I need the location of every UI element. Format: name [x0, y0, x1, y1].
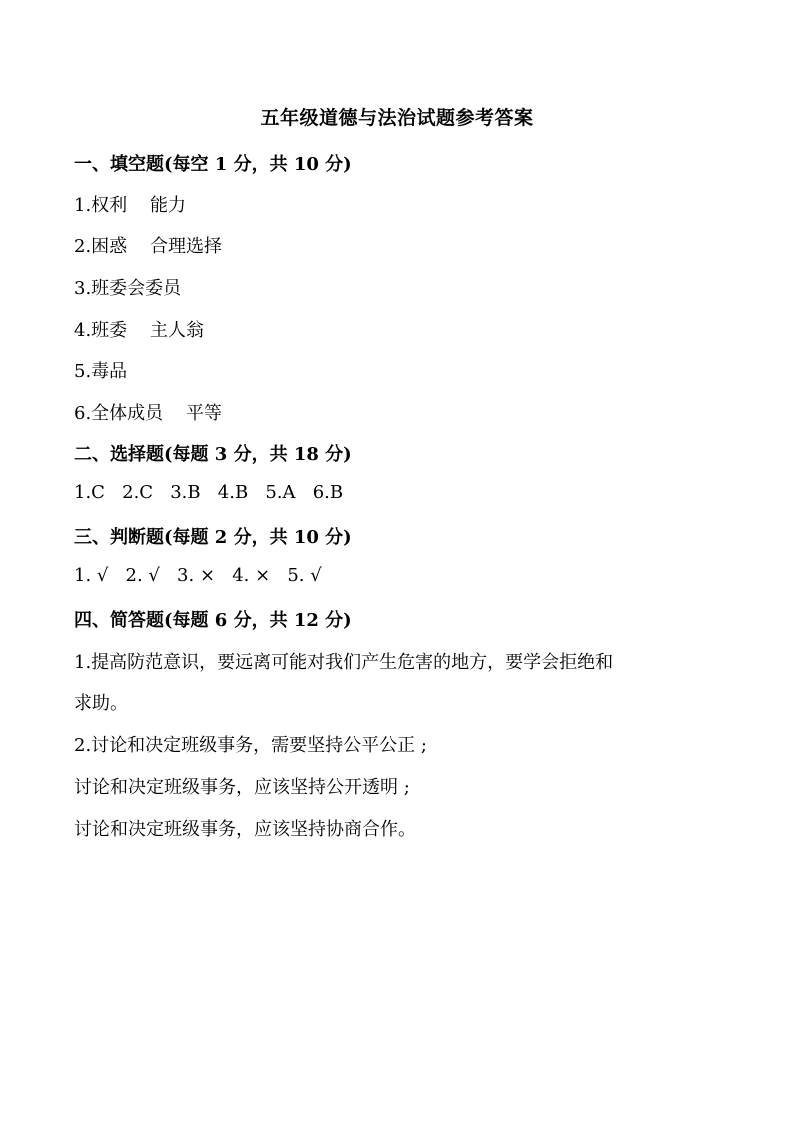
section-heading-true-false: 三、判断题(每题 2 分，共 10 分): [74, 527, 352, 548]
answer-line: 讨论和决定班级事务，应该坚持协商合作。: [74, 819, 416, 840]
section-heading-multiple-choice: 二、选择题(每题 3 分，共 18 分): [74, 444, 352, 465]
answer-line: 1.C 2.C 3.B 4.B 5.A 6.B: [74, 482, 344, 503]
answer-line: 1.提高防范意识，要远离可能对我们产生危害的地方，要学会拒绝和: [74, 652, 614, 673]
answer-line: 讨论和决定班级事务，应该坚持公开透明 ;: [74, 777, 410, 798]
answer-line: 4.班委 主人翁: [74, 320, 205, 341]
answer-line: 1. √ 2. √ 3. × 4. × 5. √: [74, 565, 322, 586]
section-heading-short-answer: 四、简答题(每题 6 分，共 12 分): [74, 610, 352, 631]
answer-line: 5.毒品: [74, 361, 128, 382]
answer-line: 3.班委会委员: [74, 278, 182, 299]
document-title: 五年级道德与法治试题参考答案: [260, 107, 534, 129]
answer-line: 2.困惑 合理选择: [74, 236, 223, 257]
section-heading-fill-blank: 一、填空题(每空 1 分，共 10 分): [74, 154, 352, 175]
answer-line: 求助。: [74, 693, 128, 714]
answer-line: 6.全体成员 平等: [74, 403, 223, 424]
answer-line: 1.权利 能力: [74, 195, 187, 216]
answer-line: 2.讨论和决定班级事务，需要坚持公平公正 ;: [74, 735, 427, 756]
